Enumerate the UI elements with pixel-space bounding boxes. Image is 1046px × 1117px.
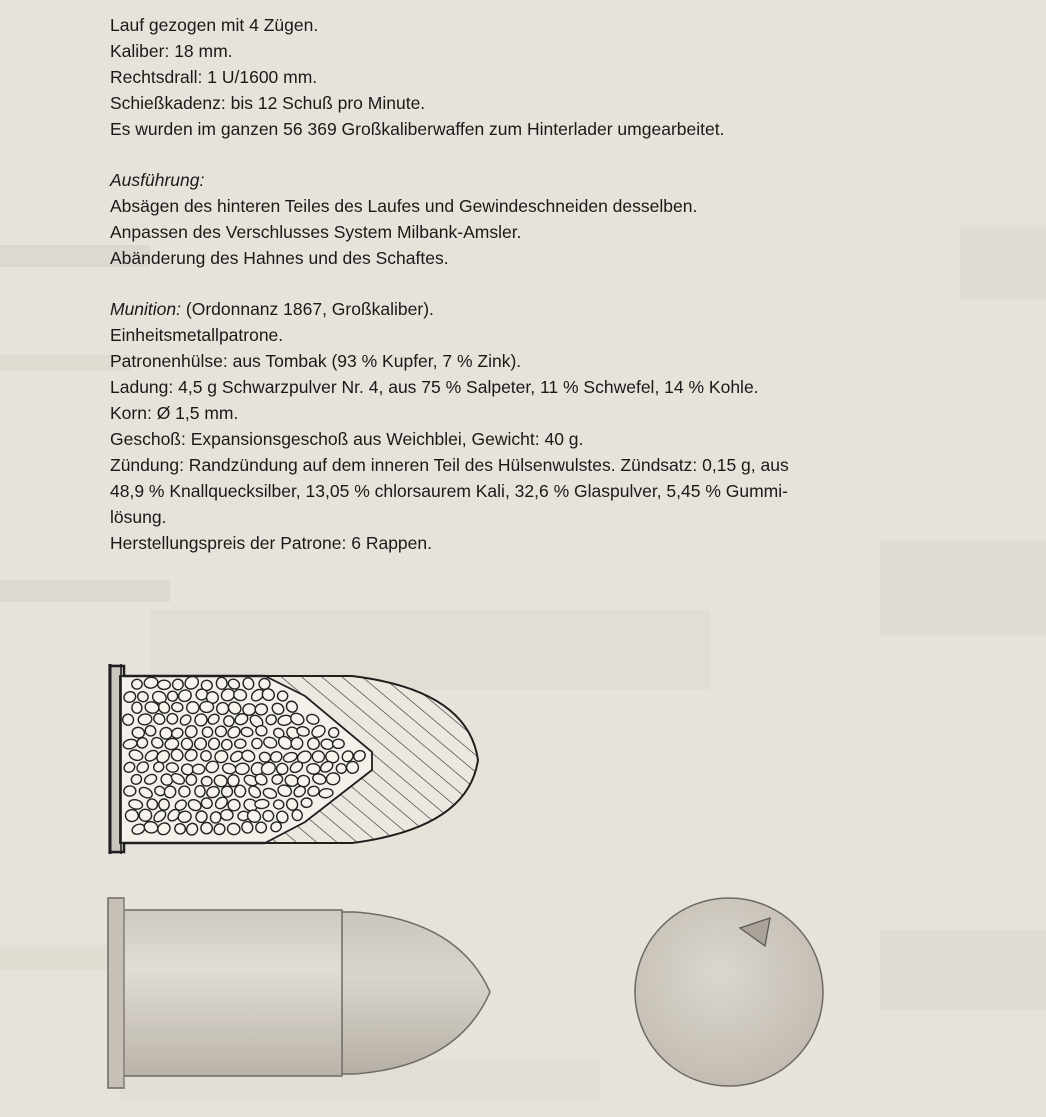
section-heading: Munition: <box>110 299 182 319</box>
powder-granule <box>125 809 138 821</box>
powder-granule <box>158 680 171 689</box>
powder-granule <box>297 775 310 788</box>
section-line: Zündung: Randzündung auf dem inneren Teil des Hülsenwulstes. Zündsatz: 0,15 g, aus <box>110 455 789 475</box>
cartridge-section-view <box>108 640 500 870</box>
powder-granule <box>312 750 325 763</box>
powder-granule <box>201 822 212 833</box>
section-line: Einheitsmetallpatrone. <box>110 325 284 345</box>
powder-granule <box>139 809 153 822</box>
powder-granule <box>346 761 359 774</box>
spec-line: Schießkadenz: bis 12 Schuß pro Minute. <box>110 93 426 113</box>
powder-granule <box>255 799 270 809</box>
powder-granule <box>234 785 246 798</box>
powder-granule <box>124 786 137 797</box>
powder-granule <box>160 727 173 740</box>
spec-line: Lauf gezogen mit 4 Zügen. <box>110 15 319 35</box>
powder-granule <box>201 776 212 786</box>
section-line: Ladung: 4,5 g Schwarzpulver Nr. 4, aus 75 % Salpeter, 11 % Schwefel, 14 % Kohle. <box>110 377 759 397</box>
section-line: Patronenhülse: aus Tombak (93 % Kupfer, 7 % Zink). <box>110 351 522 371</box>
spec-line: Kaliber: 18 mm. <box>110 41 233 61</box>
spec-line: Rechtsdrall: 1 U/1600 mm. <box>110 67 318 87</box>
section-line: Absägen des hinteren Teiles des Laufes und Gewindeschneiden desselben. <box>110 196 698 216</box>
powder-granule <box>251 738 262 749</box>
cartridge-base-view <box>635 898 823 1086</box>
section-heading: Ausführung: <box>110 170 205 190</box>
powder-granule <box>301 798 312 808</box>
powder-granule <box>186 701 199 713</box>
section-line: lösung. <box>110 507 167 527</box>
powder-granule <box>307 763 321 774</box>
section-line: Geschoß: Expansionsgeschoß aus Weichblei, Gewicht: 40 g. <box>110 429 584 449</box>
powder-granule <box>277 691 287 701</box>
powder-granule <box>178 786 190 798</box>
powder-granule <box>159 799 170 810</box>
powder-granule <box>220 809 233 820</box>
powder-granule <box>215 726 227 738</box>
section-line: Abänderung des Hahnes und des Schaftes. <box>110 248 449 268</box>
powder-granule <box>132 702 143 714</box>
powder-granule <box>273 799 284 809</box>
section-heading-suffix: (Ordonnanz 1867, Großkaliber). <box>181 299 434 319</box>
powder-granule <box>200 701 214 712</box>
powder-granule <box>192 764 205 774</box>
powder-granule <box>234 739 246 749</box>
section-line: Korn: Ø 1,5 mm. <box>110 403 239 423</box>
spec-line: Es wurden im ganzen 56 369 Großkaliberwaffen zum Hinterlader umgearbeitet. <box>110 119 725 139</box>
section-line: Herstellungspreis der Patrone: 6 Rappen. <box>110 533 432 553</box>
powder-granule <box>332 739 344 749</box>
cartridge-side-view <box>108 898 490 1088</box>
section-line: Anpassen des Verschlusses System Milbank-Amsler. <box>110 222 522 242</box>
powder-granule <box>131 679 142 690</box>
powder-granule <box>195 786 205 798</box>
powder-granule <box>173 679 184 690</box>
powder-granule <box>216 677 228 690</box>
section-line: 48,9 % Knallquecksilber, 13,05 % chlorsaurem Kali, 32,6 % Glaspulver, 5,45 % Gummi- <box>110 481 788 501</box>
